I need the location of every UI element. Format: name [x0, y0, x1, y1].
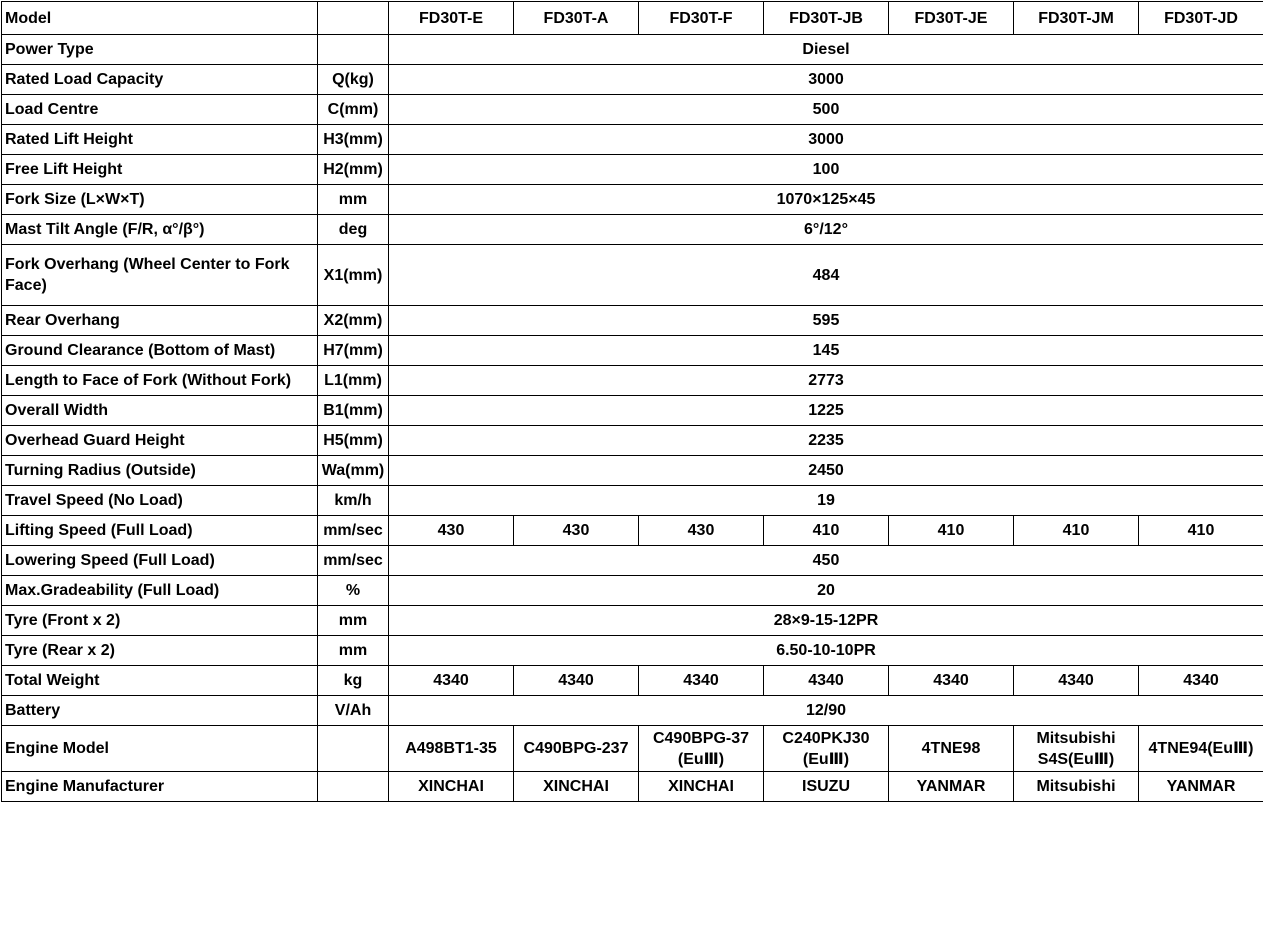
model-header: FD30T-F	[639, 2, 764, 35]
value-cell: 430	[514, 516, 639, 546]
param-label: Rated Lift Height	[2, 125, 318, 155]
value-cell: 12/90	[389, 696, 1263, 726]
value-cell: XINCHAI	[514, 772, 639, 802]
unit-cell: H7(mm)	[318, 336, 389, 366]
value-cell: YANMAR	[1139, 772, 1263, 802]
value-cell: 4340	[639, 666, 764, 696]
value-cell: 1070×125×45	[389, 185, 1263, 215]
value-cell: 1225	[389, 396, 1263, 426]
param-label: Rated Load Capacity	[2, 65, 318, 95]
value-cell: 410	[1139, 516, 1263, 546]
value-cell: 6°/12°	[389, 215, 1263, 245]
value-cell: 4TNE98	[889, 726, 1014, 772]
unit-cell	[318, 772, 389, 802]
model-header: FD30T-JB	[764, 2, 889, 35]
unit-cell: mm/sec	[318, 546, 389, 576]
value-cell: 3000	[389, 125, 1263, 155]
table-row	[2, 155, 1263, 185]
value-cell: 20	[389, 576, 1263, 606]
value-cell: 4340	[889, 666, 1014, 696]
table-row	[2, 696, 1263, 726]
table-row	[2, 306, 1263, 336]
value-cell: C240PKJ30 (EuⅢ)	[764, 726, 889, 772]
unit-cell: mm/sec	[318, 516, 389, 546]
value-cell: 6.50-10-10PR	[389, 636, 1263, 666]
table-row	[2, 486, 1263, 516]
table-row	[2, 546, 1263, 576]
table-row	[2, 336, 1263, 366]
value-cell: 595	[389, 306, 1263, 336]
table-row	[2, 772, 1263, 802]
value-cell: 430	[389, 516, 514, 546]
unit-cell: km/h	[318, 486, 389, 516]
table-row	[2, 636, 1263, 666]
table-row	[2, 666, 1263, 696]
param-label: Fork Overhang (Wheel Center to Fork Face)	[2, 245, 318, 306]
table-row	[2, 726, 1263, 772]
value-cell: 4340	[1014, 666, 1139, 696]
table-row	[2, 245, 1263, 306]
param-label: Travel Speed (No Load)	[2, 486, 318, 516]
value-cell: 19	[389, 486, 1263, 516]
value-cell: 410	[889, 516, 1014, 546]
unit-cell: %	[318, 576, 389, 606]
value-cell: XINCHAI	[639, 772, 764, 802]
header-label: Model	[2, 2, 318, 35]
unit-cell: H2(mm)	[318, 155, 389, 185]
param-label: Length to Face of Fork (Without Fork)	[2, 366, 318, 396]
model-header: FD30T-JD	[1139, 2, 1263, 35]
value-cell: 4340	[764, 666, 889, 696]
header-row	[2, 2, 1263, 35]
value-cell: 410	[1014, 516, 1139, 546]
value-cell: ISUZU	[764, 772, 889, 802]
param-label: Mast Tilt Angle (F/R, α°/β°)	[2, 215, 318, 245]
model-header: FD30T-JE	[889, 2, 1014, 35]
value-cell: C490BPG-237	[514, 726, 639, 772]
unit-cell: H5(mm)	[318, 426, 389, 456]
value-cell: 4340	[1139, 666, 1263, 696]
param-label: Overhead Guard Height	[2, 426, 318, 456]
value-cell: 3000	[389, 65, 1263, 95]
value-cell: 2235	[389, 426, 1263, 456]
table-row	[2, 516, 1263, 546]
value-cell: 28×9-15-12PR	[389, 606, 1263, 636]
value-cell: Diesel	[389, 35, 1263, 65]
param-label: Power Type	[2, 35, 318, 65]
unit-cell: Wa(mm)	[318, 456, 389, 486]
value-cell: 410	[764, 516, 889, 546]
param-label: Rear Overhang	[2, 306, 318, 336]
table-row	[2, 65, 1263, 95]
header-unit	[318, 2, 389, 35]
value-cell: 450	[389, 546, 1263, 576]
table-row	[2, 215, 1263, 245]
unit-cell: Q(kg)	[318, 65, 389, 95]
unit-cell	[318, 726, 389, 772]
param-label: Max.Gradeability (Full Load)	[2, 576, 318, 606]
value-cell: YANMAR	[889, 772, 1014, 802]
unit-cell: B1(mm)	[318, 396, 389, 426]
unit-cell: mm	[318, 606, 389, 636]
param-label: Free Lift Height	[2, 155, 318, 185]
param-label: Fork Size (L×W×T)	[2, 185, 318, 215]
unit-cell: deg	[318, 215, 389, 245]
unit-cell: C(mm)	[318, 95, 389, 125]
table-row	[2, 396, 1263, 426]
param-label: Tyre (Rear x 2)	[2, 636, 318, 666]
param-label: Lowering Speed (Full Load)	[2, 546, 318, 576]
value-cell: 2773	[389, 366, 1263, 396]
unit-cell: V/Ah	[318, 696, 389, 726]
param-label: Ground Clearance (Bottom of Mast)	[2, 336, 318, 366]
unit-cell: mm	[318, 636, 389, 666]
value-cell: Mitsubishi	[1014, 772, 1139, 802]
table-row	[2, 426, 1263, 456]
param-label: Engine Manufacturer	[2, 772, 318, 802]
model-header: FD30T-E	[389, 2, 514, 35]
param-label: Battery	[2, 696, 318, 726]
value-cell: 2450	[389, 456, 1263, 486]
unit-cell: kg	[318, 666, 389, 696]
unit-cell	[318, 35, 389, 65]
value-cell: 145	[389, 336, 1263, 366]
value-cell: XINCHAI	[389, 772, 514, 802]
value-cell: 4TNE94(EuⅢ)	[1139, 726, 1263, 772]
value-cell: A498BT1-35	[389, 726, 514, 772]
value-cell: 4340	[389, 666, 514, 696]
param-label: Turning Radius (Outside)	[2, 456, 318, 486]
value-cell: 430	[639, 516, 764, 546]
table-row	[2, 366, 1263, 396]
table-row	[2, 35, 1263, 65]
value-cell: Mitsubishi S4S(EuⅢ)	[1014, 726, 1139, 772]
table-row	[2, 125, 1263, 155]
unit-cell: X2(mm)	[318, 306, 389, 336]
table-row	[2, 606, 1263, 636]
param-label: Tyre (Front x 2)	[2, 606, 318, 636]
unit-cell: H3(mm)	[318, 125, 389, 155]
table-row	[2, 185, 1263, 215]
unit-cell: mm	[318, 185, 389, 215]
value-cell: 4340	[514, 666, 639, 696]
value-cell: C490BPG-37 (EuⅢ)	[639, 726, 764, 772]
table-row	[2, 95, 1263, 125]
param-label: Load Centre	[2, 95, 318, 125]
value-cell: 100	[389, 155, 1263, 185]
model-header: FD30T-JM	[1014, 2, 1139, 35]
spec-table	[1, 1, 1263, 802]
param-label: Overall Width	[2, 396, 318, 426]
table-row	[2, 456, 1263, 486]
value-cell: 484	[389, 245, 1263, 306]
unit-cell: X1(mm)	[318, 245, 389, 306]
model-header: FD30T-A	[514, 2, 639, 35]
unit-cell: L1(mm)	[318, 366, 389, 396]
param-label: Lifting Speed (Full Load)	[2, 516, 318, 546]
param-label: Total Weight	[2, 666, 318, 696]
table-row	[2, 576, 1263, 606]
param-label: Engine Model	[2, 726, 318, 772]
value-cell: 500	[389, 95, 1263, 125]
